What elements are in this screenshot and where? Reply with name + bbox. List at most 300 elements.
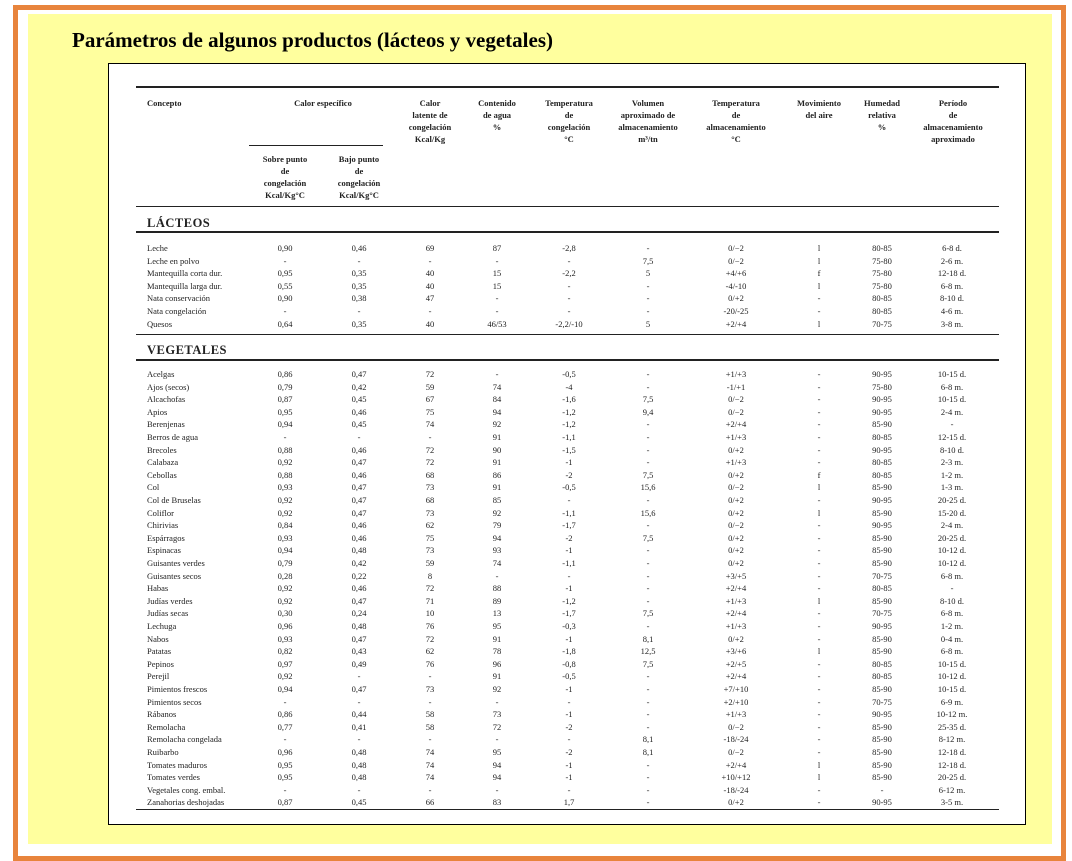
cell-movimiento-aire: - <box>817 495 821 505</box>
cell-temp-almacenamiento: -20/-25 <box>723 306 749 316</box>
cell-calor-sobre: 0,93 <box>277 482 293 493</box>
cell-contenido-agua: 15 <box>492 280 502 291</box>
cell-humedad: 75-80 <box>872 381 892 392</box>
cell-calor-latente: 75 <box>425 532 435 543</box>
cell-periodo: 1-2 m. <box>940 621 964 631</box>
cell-calor-bajo: - <box>357 696 361 707</box>
cell-periodo: 6-8 m. <box>940 608 964 619</box>
table-row <box>109 292 1027 305</box>
header-line: aproximado de <box>620 110 676 120</box>
header-line: de <box>564 110 574 120</box>
cell-concepto: Leche en polvo <box>147 255 200 266</box>
header-line: congelación <box>408 122 452 132</box>
cell-calor-latente: - <box>428 671 432 682</box>
header-line: Kcal/Kg°C <box>339 190 379 200</box>
cell-calor-latente: 76 <box>425 621 435 631</box>
cell-volumen: 8,1 <box>642 734 654 745</box>
header-bajo-punto <box>329 153 389 201</box>
cell-concepto: Lechuga <box>147 621 177 631</box>
cell-calor-latente: 71 <box>425 595 435 606</box>
cell-temp-almacenamiento: +1/+3 <box>725 432 747 442</box>
cell-volumen: - <box>646 772 650 783</box>
cell-temp-congelacion: -0,8 <box>562 658 576 669</box>
header-line: de <box>354 166 364 176</box>
cell-calor-sobre: 0,95 <box>277 268 293 279</box>
cell-movimiento-aire: - <box>817 381 821 392</box>
cell-periodo: 10-15 d. <box>937 394 967 405</box>
cell-contenido-agua: 91 <box>492 671 502 682</box>
cell-calor-sobre: 0,79 <box>277 381 293 392</box>
cell-calor-sobre: 0,92 <box>277 671 293 682</box>
cell-humedad: 80-85 <box>872 293 892 304</box>
cell-contenido-agua: - <box>495 570 499 581</box>
cell-periodo: 4-6 m. <box>940 306 964 316</box>
cell-movimiento-aire: - <box>817 369 821 379</box>
cell-temp-congelacion: -0,5 <box>562 671 576 682</box>
cell-concepto: Perejil <box>147 671 170 682</box>
cell-humedad: 75-80 <box>872 280 892 291</box>
cell-temp-congelacion: -1,2 <box>562 419 576 430</box>
cell-humedad: 80-85 <box>872 658 892 669</box>
cell-calor-latente: 62 <box>425 646 435 657</box>
cell-contenido-agua: 89 <box>492 595 502 606</box>
cell-periodo: 1-2 m. <box>940 469 964 480</box>
cell-contenido-agua: 92 <box>492 419 502 430</box>
cell-movimiento-aire: - <box>817 306 821 316</box>
cell-temp-congelacion: -2 <box>565 747 573 757</box>
table-row <box>109 721 1027 734</box>
cell-humedad: 85-90 <box>872 747 892 757</box>
cell-contenido-agua: 91 <box>492 633 502 644</box>
cell-calor-latente: 76 <box>425 658 435 669</box>
cell-contenido-agua: 91 <box>492 457 502 468</box>
cell-concepto: Zanahorias deshojadas <box>147 797 225 808</box>
cell-contenido-agua: 92 <box>492 507 502 518</box>
calor-especifico-rule <box>249 145 383 146</box>
cell-temp-congelacion: 1,7 <box>563 797 575 808</box>
cell-periodo: 2-4 m. <box>940 520 964 531</box>
table-row <box>109 582 1027 595</box>
cell-concepto: Judías secas <box>147 608 189 619</box>
cell-calor-sobre: 0,93 <box>277 633 293 644</box>
cell-humedad: 70-75 <box>872 318 892 329</box>
cell-volumen: - <box>646 369 650 379</box>
cell-calor-sobre: 0,94 <box>277 545 293 556</box>
table-row <box>109 784 1027 797</box>
cell-periodo: 3-8 m. <box>940 318 964 329</box>
cell-calor-latente: 74 <box>425 419 435 430</box>
header-line: Período <box>938 98 968 108</box>
cell-temp-congelacion: -1,7 <box>562 520 576 531</box>
cell-calor-latente: 59 <box>425 558 435 568</box>
cell-calor-sobre: 0,87 <box>277 797 293 808</box>
cell-movimiento-aire: l <box>817 507 821 518</box>
header-sobre-punto <box>255 153 315 201</box>
cell-calor-latente: 75 <box>425 406 435 417</box>
cell-temp-almacenamiento: 0/+2 <box>728 444 744 455</box>
cell-periodo: 6-8 m. <box>940 280 964 291</box>
cell-humedad: 70-75 <box>872 696 892 707</box>
cell-concepto: Cebollas <box>147 469 177 480</box>
header-line: aproximado <box>931 134 975 144</box>
cell-volumen: - <box>646 784 650 795</box>
cell-calor-bajo: 0,47 <box>351 633 367 644</box>
table-row <box>109 658 1027 671</box>
cell-humedad: 85-90 <box>872 721 892 732</box>
cell-volumen: 5 <box>645 268 651 279</box>
bottom-rule <box>136 809 999 810</box>
cell-movimiento-aire: l <box>817 280 821 291</box>
cell-volumen: - <box>646 444 650 455</box>
cell-temp-congelacion: -1 <box>565 583 573 594</box>
cell-periodo: 6-8 d. <box>942 243 962 253</box>
cell-contenido-agua: 94 <box>492 759 502 770</box>
cell-movimiento-aire: - <box>817 419 821 430</box>
header-line: °C <box>731 134 741 144</box>
cell-calor-latente: 74 <box>425 759 435 770</box>
cell-movimiento-aire: - <box>817 444 821 455</box>
cell-periodo: 10-15 d. <box>937 369 967 379</box>
cell-contenido-agua: 72 <box>492 721 502 732</box>
cell-humedad: 85-90 <box>872 545 892 556</box>
cell-calor-sobre: 0,88 <box>277 469 293 480</box>
cell-calor-sobre: 0,90 <box>277 243 293 253</box>
cell-temp-almacenamiento: 0/−2 <box>728 243 744 253</box>
cell-calor-bajo: 0,44 <box>351 709 367 720</box>
cell-humedad: 85-90 <box>872 558 892 568</box>
cell-volumen: 7,5 <box>642 469 654 480</box>
cell-humedad: 80-85 <box>872 432 892 442</box>
table-row <box>109 633 1027 646</box>
cell-temp-congelacion: - <box>567 734 571 745</box>
cell-volumen: - <box>646 595 650 606</box>
cell-humedad: 80-85 <box>872 243 892 253</box>
cell-contenido-agua: - <box>495 306 499 316</box>
header-line: relativa <box>868 110 896 120</box>
cell-periodo: - <box>950 583 954 594</box>
vegetales-rule <box>136 359 999 361</box>
cell-movimiento-aire: - <box>817 658 821 669</box>
cell-movimiento-aire: l <box>817 646 821 657</box>
cell-concepto: Calabaza <box>147 457 179 468</box>
cell-periodo: 20-25 d. <box>937 532 967 543</box>
cell-contenido-agua: 95 <box>492 621 502 631</box>
table-row <box>109 406 1027 419</box>
header-line: congelación <box>263 178 307 188</box>
table-row <box>109 696 1027 709</box>
cell-volumen: - <box>646 709 650 720</box>
header-line: Kcal/Kg <box>414 134 446 144</box>
table-row <box>109 771 1027 784</box>
table-row <box>109 570 1027 583</box>
cell-temp-almacenamiento: +2/+4 <box>725 671 747 682</box>
cell-temp-almacenamiento: +2/+4 <box>725 759 747 770</box>
cell-volumen: 15,6 <box>640 482 656 493</box>
cell-temp-almacenamiento: 0/−2 <box>728 721 744 732</box>
cell-temp-almacenamiento: +10/+12 <box>721 772 751 783</box>
cell-calor-bajo: 0,41 <box>351 721 367 732</box>
cell-volumen: 7,5 <box>642 658 654 669</box>
header-line: congelación <box>337 178 381 188</box>
cell-movimiento-aire: - <box>817 520 821 531</box>
cell-calor-bajo: 0,24 <box>351 608 367 619</box>
cell-concepto: Patatas <box>147 646 172 657</box>
cell-calor-bajo: 0,45 <box>351 419 367 430</box>
cell-movimiento-aire: - <box>817 633 821 644</box>
table-row <box>109 607 1027 620</box>
cell-calor-latente: 73 <box>425 545 435 556</box>
cell-temp-almacenamiento: +1/+3 <box>725 595 747 606</box>
cell-calor-bajo: 0,45 <box>351 394 367 405</box>
cell-movimiento-aire: l <box>817 595 821 606</box>
cell-concepto: Ruibarbo <box>147 747 179 757</box>
table-row <box>109 645 1027 658</box>
table-row <box>109 759 1027 772</box>
cell-contenido-agua: 94 <box>492 772 502 783</box>
header-line: °C <box>564 134 574 144</box>
cell-calor-sobre: 0,92 <box>277 457 293 468</box>
cell-periodo: 6-8 m. <box>940 646 964 657</box>
cell-volumen: 8,1 <box>642 633 654 644</box>
cell-temp-congelacion: -4 <box>565 381 573 392</box>
cell-temp-congelacion: - <box>567 306 571 316</box>
cell-concepto: Col <box>147 482 160 493</box>
cell-calor-bajo: 0,47 <box>351 369 367 379</box>
cell-calor-bajo: 0,47 <box>351 595 367 606</box>
cell-humedad: - <box>880 784 884 795</box>
cell-movimiento-aire: - <box>817 721 821 732</box>
cell-periodo: 20-25 d. <box>937 772 967 783</box>
cell-calor-bajo: - <box>357 671 361 682</box>
cell-calor-sobre: 0,94 <box>277 419 293 430</box>
cell-periodo: 10-12 d. <box>937 558 967 568</box>
cell-concepto: Espinacas <box>147 545 181 556</box>
cell-temp-almacenamiento: +1/+3 <box>725 709 747 720</box>
cell-calor-bajo: 0,22 <box>351 570 367 581</box>
header-concepto: Concepto <box>147 98 182 108</box>
cell-periodo: 12-18 d. <box>937 759 967 770</box>
cell-calor-bajo: 0,46 <box>351 406 367 417</box>
cell-periodo: 12-18 d. <box>937 747 967 757</box>
cell-temp-almacenamiento: -18/-24 <box>723 784 749 795</box>
cell-volumen: - <box>646 280 650 291</box>
cell-movimiento-aire: l <box>817 482 821 493</box>
cell-periodo: 10-12 d. <box>937 671 967 682</box>
cell-calor-latente: 66 <box>425 797 435 808</box>
cell-calor-latente: 73 <box>425 507 435 518</box>
cell-temp-congelacion: -1 <box>565 633 573 644</box>
cell-calor-sobre: - <box>283 734 287 745</box>
table-row <box>109 507 1027 520</box>
cell-calor-bajo: - <box>357 432 361 442</box>
cell-temp-congelacion: -1 <box>565 457 573 468</box>
table-row <box>109 532 1027 545</box>
table-row <box>109 255 1027 268</box>
table-row <box>109 519 1027 532</box>
cell-temp-congelacion: -1 <box>565 759 573 770</box>
cell-calor-bajo: - <box>357 255 361 266</box>
cell-temp-congelacion: -0,5 <box>562 482 576 493</box>
cell-calor-sobre: 0,92 <box>277 583 293 594</box>
cell-calor-latente: 68 <box>425 495 435 505</box>
cell-temp-almacenamiento: 0/−2 <box>728 406 744 417</box>
cell-humedad: 85-90 <box>872 759 892 770</box>
cell-movimiento-aire: - <box>817 532 821 543</box>
cell-movimiento-aire: - <box>817 558 821 568</box>
cell-calor-latente: 40 <box>425 268 435 279</box>
cell-periodo: 10-12 d. <box>937 545 967 556</box>
cell-volumen: 15,6 <box>640 507 656 518</box>
header-line: Movimiento <box>797 98 841 108</box>
cell-contenido-agua: 95 <box>492 747 502 757</box>
cell-contenido-agua: 91 <box>492 482 502 493</box>
header-calor-especifico: Calor específico <box>294 98 352 108</box>
cell-temp-congelacion: -2,2 <box>562 268 576 279</box>
cell-temp-congelacion: -2 <box>565 469 573 480</box>
cell-movimiento-aire: - <box>817 696 821 707</box>
cell-calor-latente: - <box>428 696 432 707</box>
header-line: m³/tn <box>638 134 658 144</box>
cell-temp-almacenamiento: +2/+4 <box>725 318 747 329</box>
cell-contenido-agua: 74 <box>492 558 502 568</box>
header-line: Temperatura <box>545 98 593 108</box>
cell-periodo: 25-35 d. <box>937 721 967 732</box>
cell-humedad: 70-75 <box>872 570 892 581</box>
table-row <box>109 393 1027 406</box>
cell-volumen: - <box>646 293 650 304</box>
cell-humedad: 85-90 <box>872 419 892 430</box>
header-line: Humedad <box>864 98 900 108</box>
cell-concepto: Alcachofas <box>147 394 186 405</box>
cell-temp-almacenamiento: +4/+6 <box>725 268 747 279</box>
cell-contenido-agua: 88 <box>492 583 502 594</box>
cell-contenido-agua: 90 <box>492 444 502 455</box>
cell-periodo: 8-10 d. <box>939 293 965 304</box>
cell-concepto: Nabos <box>147 633 169 644</box>
cell-contenido-agua: 83 <box>492 797 502 808</box>
cell-volumen: - <box>646 583 650 594</box>
cell-calor-latente: 47 <box>425 293 435 304</box>
table-row <box>109 305 1027 318</box>
cell-humedad: 80-85 <box>872 306 892 316</box>
cell-calor-bajo: 0,35 <box>351 268 367 279</box>
cell-calor-sobre: 0,86 <box>277 369 293 379</box>
cell-temp-almacenamiento: 0/+2 <box>728 545 744 556</box>
table-row <box>109 444 1027 457</box>
cell-temp-almacenamiento: 0/+2 <box>728 293 744 304</box>
cell-contenido-agua: 84 <box>492 394 502 405</box>
cell-movimiento-aire: - <box>817 671 821 682</box>
cell-volumen: 12,5 <box>640 646 656 657</box>
header-line: congelación <box>547 122 591 132</box>
table-row <box>109 381 1027 394</box>
table-row <box>109 481 1027 494</box>
cell-temp-almacenamiento: 0/−2 <box>728 520 744 531</box>
cell-periodo: 2-3 m. <box>940 457 964 468</box>
cell-concepto: Berros de agua <box>147 432 198 442</box>
table-row <box>109 469 1027 482</box>
cell-humedad: 90-95 <box>872 444 892 455</box>
cell-movimiento-aire: - <box>817 570 821 581</box>
cell-calor-latente: 72 <box>425 583 435 594</box>
cell-contenido-agua: 15 <box>492 268 502 279</box>
cell-volumen: - <box>646 457 650 468</box>
cell-volumen: 5 <box>645 318 651 329</box>
cell-contenido-agua: 94 <box>492 406 502 417</box>
cell-periodo: 10-15 d. <box>937 658 967 669</box>
cell-contenido-agua: 86 <box>492 469 502 480</box>
cell-concepto: Habas <box>147 583 169 594</box>
cell-calor-sobre: 0,55 <box>277 280 293 291</box>
cell-movimiento-aire: l <box>817 759 821 770</box>
cell-concepto: Apios <box>147 406 168 417</box>
cell-calor-latente: 74 <box>425 772 435 783</box>
cell-calor-sobre: 0,92 <box>277 507 293 518</box>
cell-volumen: - <box>646 495 650 505</box>
cell-contenido-agua: 93 <box>492 545 502 556</box>
cell-temp-almacenamiento: 0/−2 <box>728 747 744 757</box>
cell-concepto: Nata congelación <box>147 306 207 316</box>
cell-concepto: Judías verdes <box>147 595 193 606</box>
cell-periodo: 6-9 m. <box>940 696 964 707</box>
header-movimiento-aire <box>787 97 851 121</box>
cell-movimiento-aire: - <box>817 747 821 757</box>
cell-volumen: - <box>646 306 650 316</box>
cell-contenido-agua: 74 <box>492 381 502 392</box>
cell-periodo: 8-10 d. <box>939 595 965 606</box>
cell-humedad: 75-80 <box>872 255 892 266</box>
cell-temp-almacenamiento: 0/+2 <box>728 495 744 505</box>
cell-volumen: 7,5 <box>642 394 654 405</box>
cell-volumen: - <box>646 545 650 556</box>
cell-temp-congelacion: -1 <box>565 684 573 694</box>
cell-concepto: Pimientos frescos <box>147 684 208 694</box>
cell-humedad: 85-90 <box>872 633 892 644</box>
cell-temp-almacenamiento: 0/+2 <box>728 633 744 644</box>
cell-temp-almacenamiento: 0/+2 <box>728 469 744 480</box>
cell-concepto: Col de Bruselas <box>147 495 201 505</box>
header-line: Temperatura <box>712 98 760 108</box>
header-line: almacenamiento <box>923 122 983 132</box>
cell-temp-almacenamiento: 0/−2 <box>728 482 744 493</box>
cell-temp-congelacion: -1,6 <box>562 394 576 405</box>
cell-concepto: Leche <box>147 243 168 253</box>
cell-calor-bajo: 0,46 <box>351 583 367 594</box>
cell-concepto: Remolacha <box>147 721 186 732</box>
cell-calor-sobre: 0,86 <box>277 709 293 720</box>
cell-movimiento-aire: l <box>817 243 821 253</box>
cell-calor-sobre: 0,77 <box>277 721 293 732</box>
cell-calor-latente: 72 <box>425 369 435 379</box>
cell-calor-latente: 62 <box>425 520 435 531</box>
cell-temp-congelacion: -1,2 <box>562 406 576 417</box>
cell-volumen: - <box>646 721 650 732</box>
cell-contenido-agua: - <box>495 293 499 304</box>
cell-humedad: 90-95 <box>872 394 892 405</box>
header-bottom-rule <box>136 206 999 207</box>
cell-calor-latente: 58 <box>425 721 435 732</box>
cell-temp-congelacion: - <box>567 784 571 795</box>
cell-calor-sobre: 0,64 <box>277 318 293 329</box>
table-row <box>109 796 1027 809</box>
cell-contenido-agua: 78 <box>492 646 502 657</box>
cell-periodo: 10-15 d. <box>937 684 967 694</box>
cell-temp-almacenamiento: 0/+2 <box>728 558 744 568</box>
cell-periodo: - <box>950 419 954 430</box>
cell-contenido-agua: 92 <box>492 684 502 694</box>
cell-calor-bajo: 0,48 <box>351 759 367 770</box>
cell-volumen: 7,5 <box>642 608 654 619</box>
